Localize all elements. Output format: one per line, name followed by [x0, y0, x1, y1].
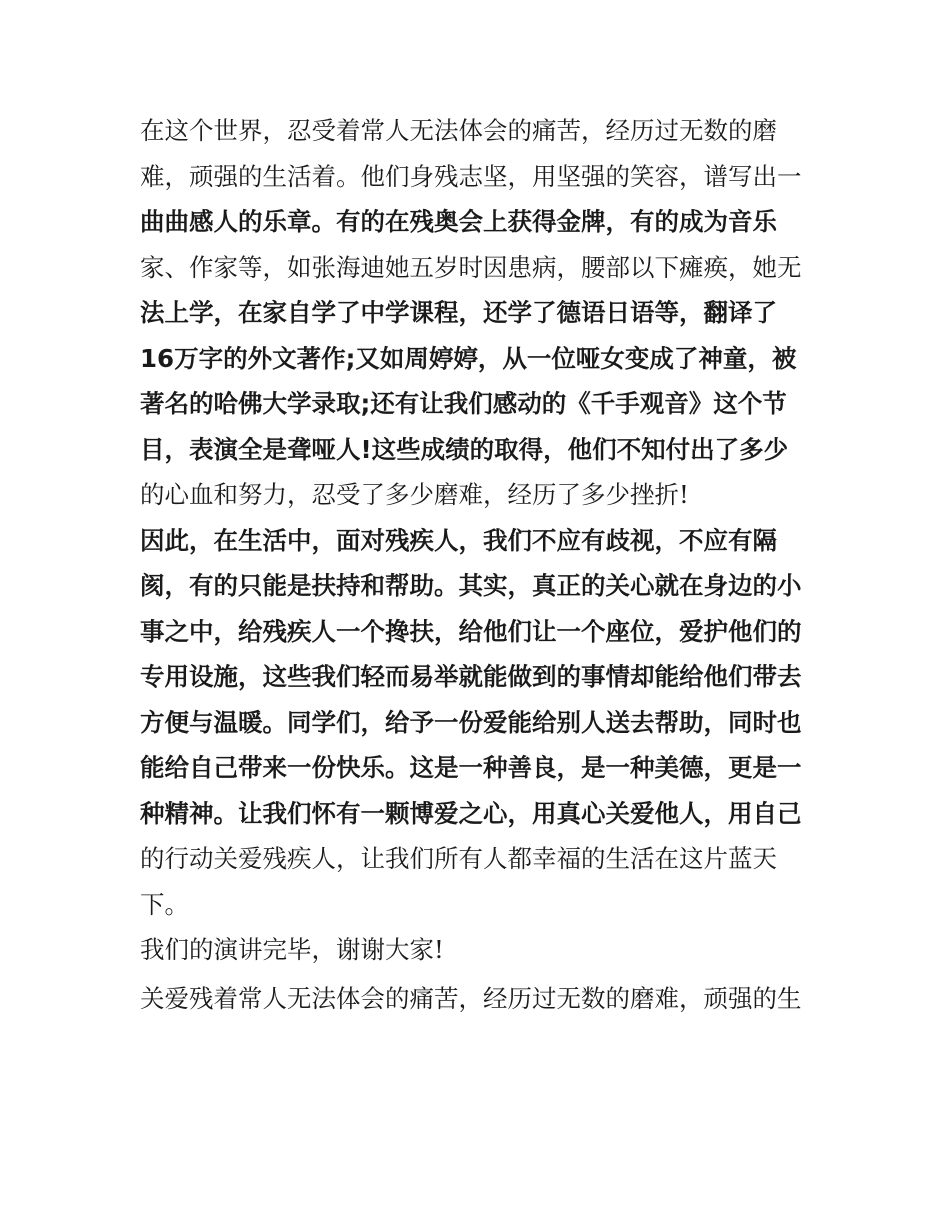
text-line: 我们的演讲完毕，谢谢大家!: [140, 935, 444, 964]
text-line: 关爱残着常人无法体会的痛苦，经历过无数的磨难，顽强的生: [140, 983, 802, 1013]
text-line: 的行动关爱残疾人，让我们所有人都幸福的生活在这片蓝天: [140, 844, 777, 873]
paragraph-2: [140, 518, 812, 928]
text-line: 的心血和努力，忍受了多少磨难，经历了多少挫折!: [140, 480, 689, 509]
text-line: 著名的哈佛大学录取;还有让我们感动的《千手观音》这个节: [140, 389, 787, 418]
text-line: 方便与温暖。同学们，给予一份爱能给别人送去帮助，同时也: [140, 707, 802, 737]
text-line: 法上学，在家自学了中学课程，还学了德语日语等，翻译了: [140, 298, 777, 327]
text-line: 难，顽强的生活着。他们身残志坚，用坚强的笑容，谱写出一: [140, 161, 802, 191]
text-line: 因此，在生活中，面对残疾人，我们不应有歧视，不应有隔: [140, 525, 777, 555]
text-line: 家、作家等，如张海迪她五岁时因患病，腰部以下瘫痪，她无: [140, 252, 802, 282]
text-line: 阂，有的只能是扶持和帮助。其实，真正的关心就在身边的小: [140, 571, 802, 600]
paragraph-4: [140, 976, 812, 1022]
text-line: 在这个世界，忍受着常人无法体会的痛苦，经历过无数的磨: [140, 116, 777, 145]
text-line: 专用设施，这些我们轻而易举就能做到的事情却能给他们带去: [140, 662, 802, 691]
text-line: 下。: [140, 889, 189, 919]
document-page: [140, 108, 812, 1021]
text-line: 目，表演全是聋哑人!这些成绩的取得，他们不知付出了多少: [140, 434, 789, 464]
paragraph-3: [140, 927, 812, 973]
text-line: 事之中，给残疾人一个搀扶，给他们让一个座位，爱护他们的: [140, 616, 802, 646]
text-line: 种精神。让我们怀有一颗博爱之心，用真心关爱他人，用自己: [140, 798, 802, 828]
text-line: 曲曲感人的乐章。有的在残奥会上获得金牌，有的成为音乐: [140, 207, 777, 236]
text-line: 16万字的外文著作;又如周婷婷，从一位哑女变成了神童，被: [140, 343, 797, 373]
paragraph-1: [140, 108, 812, 518]
text-line: 能给自己带来一份快乐。这是一种善良，是一种美德，更是一: [140, 753, 802, 782]
